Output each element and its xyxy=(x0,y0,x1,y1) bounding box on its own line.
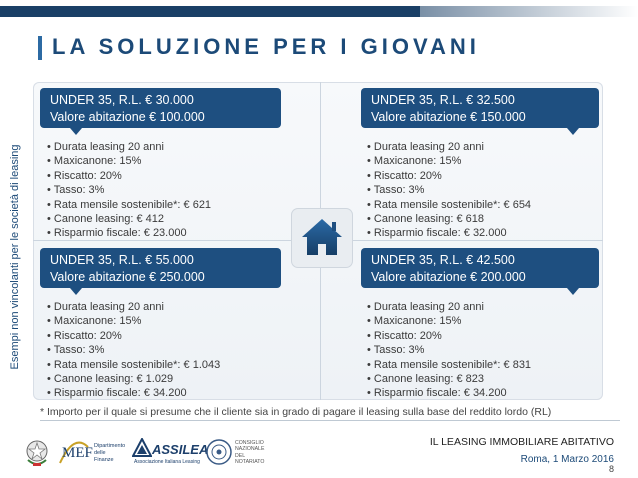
list-item: • Durata leasing 20 anni xyxy=(367,141,484,153)
list-item: • Risparmio fiscale: € 32.000 xyxy=(367,227,507,240)
box-header-2 xyxy=(361,88,599,128)
list-item: • Risparmio fiscale: € 34.200 xyxy=(367,387,507,400)
list-item: • Canone leasing: € 1.029 xyxy=(47,373,174,386)
notariato-line2: NAZIONALE xyxy=(235,446,265,453)
box-header-4 xyxy=(361,248,599,288)
box-header-4-line2: Valore abitazione € 200.000 xyxy=(371,270,526,284)
box-header-1-line1: UNDER 35, R.L. € 30.000 xyxy=(50,93,194,107)
mef-sub-line2: delle Finanze xyxy=(94,450,114,463)
list-item: • Maxicanone: 15% xyxy=(367,155,462,168)
list-item: • Maxicanone: 15% xyxy=(367,315,462,328)
box-header-1 xyxy=(40,88,281,128)
list-item: • Canone leasing: € 412 xyxy=(47,213,164,226)
list-item: • Durata leasing 20 anni xyxy=(367,301,484,313)
box-header-2-line1: UNDER 35, R.L. € 32.500 xyxy=(371,93,515,107)
box-list-4 xyxy=(367,300,531,401)
list-item: • Rata mensile sostenibile*: € 621 xyxy=(47,198,212,211)
list-item: • Riscatto: 20% xyxy=(47,169,122,182)
list-item: • Maxicanone: 15% xyxy=(47,155,142,168)
list-item: • Riscatto: 20% xyxy=(47,329,122,342)
list-item: • Tasso: 3% xyxy=(47,344,105,357)
notariato-logo-text xyxy=(235,440,264,465)
notariato-line4: NOTARIATO xyxy=(235,458,265,465)
side-label-text: Esempi non vincolanti per le società di leasing xyxy=(9,144,21,370)
list-item: • Riscatto: 20% xyxy=(367,169,442,182)
list-item: • Tasso: 3% xyxy=(47,184,105,197)
page-number: 8 xyxy=(608,464,614,474)
title-accent-bar xyxy=(38,36,42,60)
box-header-3 xyxy=(40,248,281,288)
assilea-logo xyxy=(132,438,209,466)
list-item: • Rata mensile sostenibile*: € 831 xyxy=(367,358,532,371)
italian-republic-emblem-icon xyxy=(24,436,50,468)
notariato-line3: DEL xyxy=(235,452,246,459)
footnote: * Importo per il quale si presume che il cliente sia in grado di pagare il leasing sulla base del reddito lordo (RL) xyxy=(40,406,552,418)
notariato-line1: CONSIGLIO xyxy=(235,440,264,446)
box-header-2-line2: Valore abitazione € 150.000 xyxy=(371,110,526,124)
box-list-3 xyxy=(47,300,220,401)
box-header-4-line1: UNDER 35, R.L. € 42.500 xyxy=(371,253,515,267)
box-list-2 xyxy=(367,140,531,241)
top-decorative-bar xyxy=(0,0,638,18)
notariato-logo xyxy=(205,437,275,467)
list-item: • Tasso: 3% xyxy=(367,344,425,357)
house-icon xyxy=(292,209,352,267)
box-header-1-line2: Valore abitazione € 100.000 xyxy=(50,110,205,124)
mef-sub-line1: Dipartimento xyxy=(94,443,126,449)
list-item: • Risparmio fiscale: € 23.000 xyxy=(47,227,187,240)
list-item: • Durata leasing 20 anni xyxy=(47,141,164,153)
list-item: • Risparmio fiscale: € 34.200 xyxy=(47,387,187,400)
box-list-1 xyxy=(47,140,211,241)
box-header-3-line1: UNDER 35, R.L. € 55.000 xyxy=(50,253,194,267)
footer-divider xyxy=(40,420,620,421)
list-item: • Rata mensile sostenibile*: € 1.043 xyxy=(47,358,221,371)
list-item: • Canone leasing: € 618 xyxy=(367,213,484,226)
list-item: • Rata mensile sostenibile*: € 654 xyxy=(367,198,532,211)
box-header-3-line2: Valore abitazione € 250.000 xyxy=(50,270,205,284)
list-item: • Riscatto: 20% xyxy=(367,329,442,342)
assilea-logo-subtitle: Associazione Italiana Leasing xyxy=(134,459,200,465)
side-label xyxy=(4,104,26,410)
italian-republic-emblem xyxy=(24,436,50,468)
list-item: • Durata leasing 20 anni xyxy=(47,301,164,313)
page-title: LA SOLUZIONE PER I GIOVANI xyxy=(52,34,480,59)
list-item: • Tasso: 3% xyxy=(367,184,425,197)
mef-logo xyxy=(56,437,126,467)
assilea-logo-text: ASSILEA xyxy=(152,442,209,457)
footer-doc-title: IL LEASING IMMOBILIARE ABITATIVO xyxy=(429,436,614,448)
mef-logo-subtitle xyxy=(94,443,126,464)
footer-date-place: Roma, 1 Marzo 2016 xyxy=(520,454,614,465)
house-icon-box xyxy=(292,209,352,267)
list-item: • Canone leasing: € 823 xyxy=(367,373,484,386)
mef-logo-text: MEF xyxy=(62,445,93,461)
list-item: • Maxicanone: 15% xyxy=(47,315,142,328)
